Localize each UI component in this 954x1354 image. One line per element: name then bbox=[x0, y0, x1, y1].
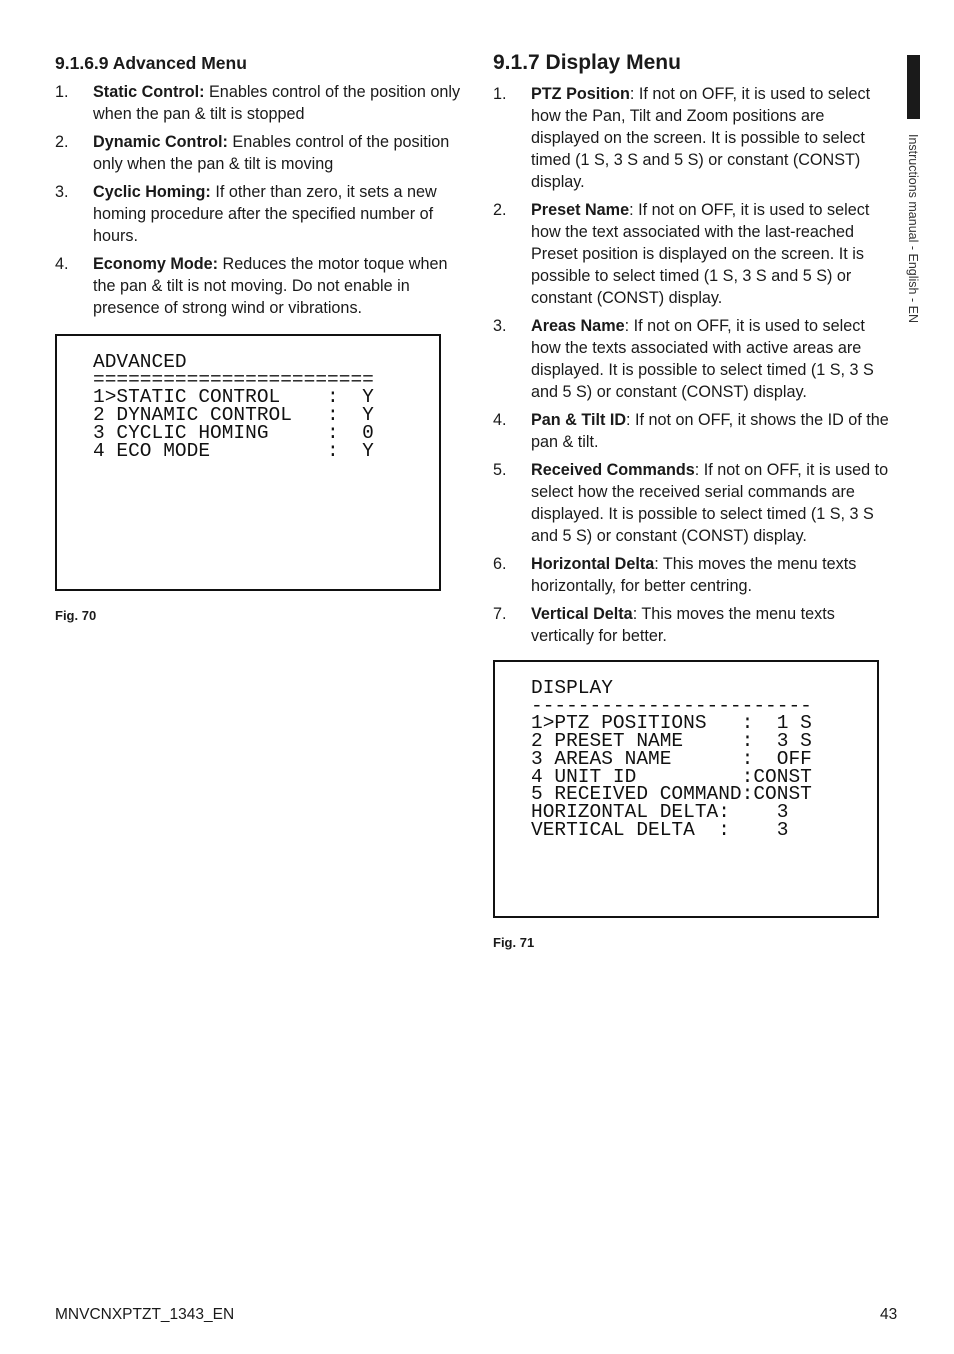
list-item-text: : If not on OFF, it shows the ID of the pan & tilt. bbox=[531, 411, 889, 451]
list-item bbox=[493, 83, 893, 193]
screen-line: 1>PTZ POSITIONS : 1 S bbox=[531, 712, 812, 735]
list-item-text: Enables control of the position only when the pan & tilt is stopped bbox=[93, 83, 461, 123]
list-item-text: Reduces the motor toque when the pan & tilt is not moving. Do not enable in presence of strong wind or vibrations. bbox=[93, 255, 448, 317]
page-number: 43 bbox=[880, 1306, 898, 1323]
side-tab-bar bbox=[907, 55, 920, 119]
list-item-number: 3. bbox=[55, 183, 69, 201]
screen-line: VERTICAL DELTA : 3 bbox=[531, 818, 789, 841]
screen-line: 3 CYCLIC HOMING : 0 bbox=[93, 421, 374, 444]
list-item bbox=[493, 315, 893, 403]
list-item-text: : This moves the menu texts horizontally, for better centring. bbox=[531, 555, 857, 595]
screen-line: 5 RECEIVED COMMAND:CONST bbox=[531, 783, 812, 806]
list-item-text: : If not on OFF, it is used to select how the received serial commands are displayed. It is possible to select timed (1 S, 3 S and 5 S) or constant (CONST) display. bbox=[531, 461, 889, 545]
list-item-number: 1. bbox=[55, 83, 69, 101]
list-item-term: Static Control: bbox=[93, 83, 205, 101]
screen-line: HORIZONTAL DELTA: 3 bbox=[531, 800, 789, 823]
list-item-term: PTZ Position bbox=[531, 85, 630, 103]
screen-line: 2 PRESET NAME : 3 S bbox=[531, 730, 812, 753]
list-item-number: 1. bbox=[493, 85, 507, 103]
screen-line: 2 DYNAMIC CONTROL : Y bbox=[93, 404, 374, 427]
list-item-text: If other than zero, it sets a new homing procedure after the specified number of hours. bbox=[93, 183, 437, 245]
fig-71-caption: Fig. 71 bbox=[493, 935, 535, 950]
list-item-number: 2. bbox=[55, 133, 69, 151]
screen-line: DISPLAY bbox=[531, 677, 613, 699]
screen-line: 4 ECO MODE : Y bbox=[93, 439, 374, 462]
fig-70-caption: Fig. 70 bbox=[55, 608, 97, 623]
list-item bbox=[55, 81, 465, 125]
list-item-number: 3. bbox=[493, 317, 507, 335]
list-item-number: 2. bbox=[493, 201, 507, 219]
advanced-menu-list bbox=[55, 81, 465, 325]
list-item bbox=[55, 181, 465, 247]
list-item-term: Horizontal Delta bbox=[531, 555, 655, 573]
screen-line: 3 AREAS NAME : OFF bbox=[531, 747, 812, 770]
display-menu-heading: 9.1.7 Display Menu bbox=[493, 51, 681, 74]
side-label: Instructions manual - English - EN bbox=[906, 134, 920, 323]
list-item-term: Vertical Delta bbox=[531, 605, 633, 623]
display-menu-screen bbox=[493, 660, 879, 918]
list-item bbox=[493, 459, 893, 547]
advanced-menu-screen-text bbox=[93, 351, 374, 462]
screen-line: 4 UNIT ID :CONST bbox=[531, 765, 812, 788]
list-item-number: 6. bbox=[493, 555, 507, 573]
list-item-number: 4. bbox=[493, 411, 507, 429]
list-item-text: : If not on OFF, it is used to select how the texts associated with active areas are displayed. It is possible to select timed (1 S, 3 S and 5 S) or constant (CONST) display. bbox=[531, 317, 874, 401]
list-item bbox=[493, 603, 893, 647]
list-item-term: Pan & Tilt ID bbox=[531, 411, 627, 429]
list-item bbox=[493, 553, 893, 597]
list-item-number: 4. bbox=[55, 255, 69, 273]
list-item-number: 5. bbox=[493, 461, 507, 479]
display-menu-screen-text bbox=[531, 677, 812, 841]
list-item bbox=[493, 409, 893, 453]
list-item-term: Preset Name bbox=[531, 201, 630, 219]
document-code: MNVCNXPTZT_1343_EN bbox=[55, 1306, 235, 1323]
list-item-term: Areas Name bbox=[531, 317, 625, 335]
screen-line: ======================== bbox=[93, 368, 374, 391]
list-item-term: Received Commands bbox=[531, 461, 695, 479]
list-item-term: Economy Mode: bbox=[93, 255, 219, 273]
list-item-term: Dynamic Control: bbox=[93, 133, 228, 151]
list-item-text: : This moves the menu texts vertically for better. bbox=[531, 605, 835, 645]
list-item-text: Enables control of the position only when the pan & tilt is moving bbox=[93, 133, 450, 173]
list-item bbox=[55, 131, 465, 175]
screen-line: 1>STATIC CONTROL : Y bbox=[93, 386, 374, 409]
display-menu-list bbox=[493, 83, 893, 653]
screen-line: ADVANCED bbox=[93, 351, 187, 373]
screen-line: ------------------------ bbox=[531, 694, 812, 717]
list-item bbox=[55, 253, 465, 319]
list-item-term: Cyclic Homing: bbox=[93, 183, 211, 201]
list-item bbox=[493, 199, 893, 309]
advanced-menu-heading: 9.1.6.9 Advanced Menu bbox=[55, 53, 247, 73]
list-item-text: : If not on OFF, it is used to select how the text associated with the last-reached Preset position is displayed on the screen. It is possible to select timed (1 S, 3 S and 5 S) or constant (CONST) display. bbox=[531, 201, 870, 307]
list-item-number: 7. bbox=[493, 605, 507, 623]
advanced-menu-screen bbox=[55, 334, 441, 591]
list-item-text: : If not on OFF, it is used to select how the Pan, Tilt and Zoom positions are displayed on the screen. It is possible to select timed (1 S, 3 S and 5 S) or constant (CONST) display. bbox=[531, 85, 871, 191]
